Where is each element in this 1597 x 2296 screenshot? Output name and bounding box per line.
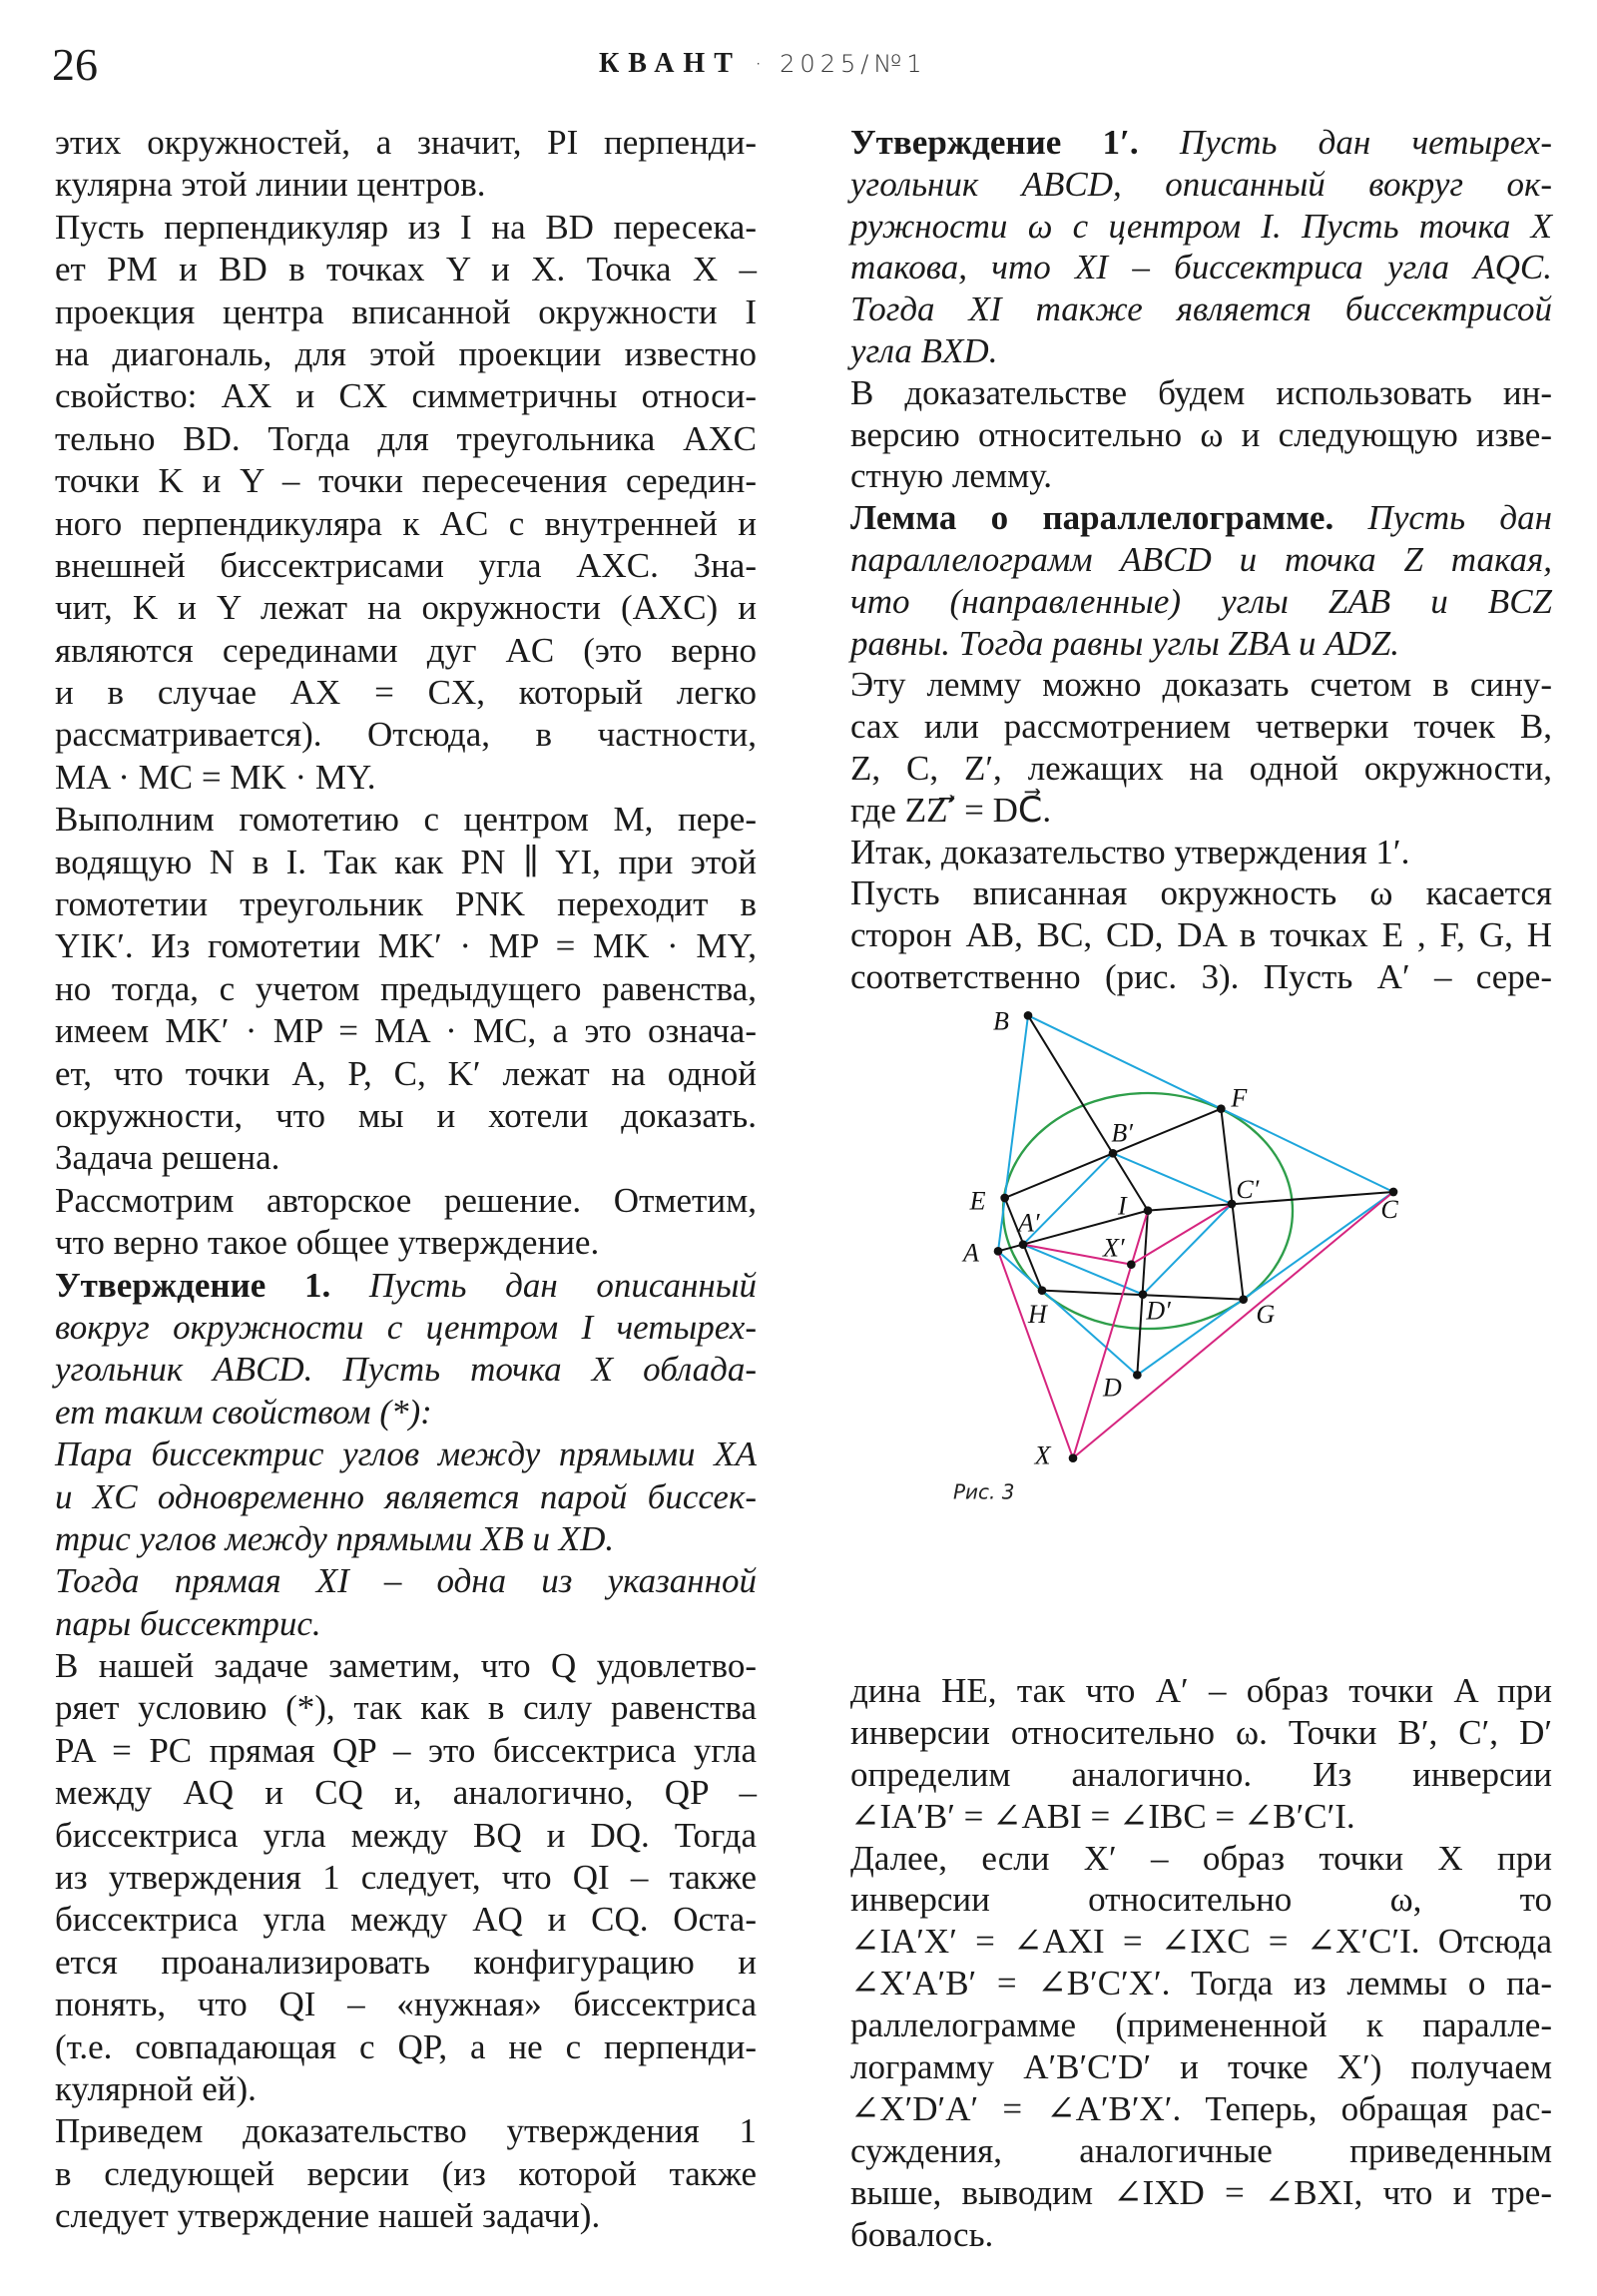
text-line: равны. Тогда равны углы ZBA и ADZ. [850,623,1399,663]
text-line: сторон AB, BC, CD, DA в точках E , F, G, H [850,915,1552,955]
page-number: 26 [52,39,98,90]
text-line: Эту лемму можно доказать счетом в сину- [850,665,1552,705]
label-I: I [1118,1191,1127,1221]
left-column [55,122,757,2238]
text-line: В нашей задаче заметим, что Q удовлетво- [55,1646,757,1686]
text-line: рассматривается). Отсюда, в частности, [55,715,757,755]
text-line: биссектриса угла между BQ и DQ. Тогда [55,1815,757,1855]
text-line: чит, K и Y лежат на окружности (AXC) и [55,588,757,628]
text-line: биссектриса угла между AQ и CQ. Оста- [55,1900,757,1940]
text-line: ∠X′A′B′ = ∠B′C′X′. Тогда из леммы о па- [850,1964,1552,2004]
text-line: сах или рассмотрением четверки точек B, [850,707,1552,747]
text-line: но тогда, с учетом предыдущего равенства, [55,968,757,1008]
figure-caption: Рис. 3 [953,1479,1015,1504]
text-line: что (направленные) углы ZAB и BCZ [850,581,1552,621]
text-line: ет, что точки A, P, C, K′ лежат на одной [55,1053,757,1093]
label-Xp: X′ [1103,1233,1125,1263]
text-line: и XC одновременно является парой биссек- [55,1476,757,1516]
point-I [1144,1206,1153,1215]
text-line: раллелограмме (примененной к паралле- [850,2006,1552,2045]
text-line: ружности ω с центром I. Пусть точка X [850,206,1552,246]
text-line: Пусть перпендикуляр из I на BD пересека- [55,207,757,247]
text-line: окружности, что мы и хотели доказать. [55,1095,757,1135]
text-line: бовалось. [850,2214,994,2254]
right-column-bottom [850,1670,1552,2255]
text-line: где ZZ′⃗ = DC⃗. [850,790,1052,830]
black-segment-I-C [1148,1192,1393,1211]
text-line: имеем MK′ · MP = MA · MC, а это означа- [55,1011,757,1051]
blue-segment-C-D [1137,1192,1393,1375]
text-line: свойство: AX и CX симметричны относи- [55,376,757,416]
text-line: MA · MC = MK · MY. [55,757,376,797]
text-line: определим аналогично. Из инверсии [850,1754,1552,1794]
label-E: E [969,1186,986,1216]
point-Cp [1228,1200,1237,1209]
text-line: Пусть вписанная окружность ω касается [850,873,1552,913]
point-D [1133,1371,1142,1380]
text-line: YIK′. Из гомотетии MK′ · MP = MK · MY, [55,926,757,966]
text-line: вокруг окружности с центром I четырех- [55,1307,757,1347]
label-C: C [1380,1195,1398,1224]
text-line: и в случае AX = CX, который легко [55,673,757,713]
label-X: X [1034,1440,1051,1470]
text-line: ∠IA′B′ = ∠ABI = ∠IBC = ∠B′C′I. [850,1796,1355,1836]
text-line: выше, выводим ∠IXD = ∠BXI, что и тре- [850,2172,1552,2212]
label-A: A [963,1238,979,1268]
text-line: угла BXD. [850,330,998,370]
bold-heading: Утверждение 1′. [850,123,1139,162]
text-line: в следующей версии (из которой также [55,2153,757,2193]
text-line: точки K и Y – точки пересечения середин- [55,461,757,501]
label-Dp: D′ [1146,1296,1171,1326]
text-line: Пара биссектрис углов между прямыми XA [55,1435,757,1474]
text-line: водящую N в I. Так как PN ∥ YI, при этой [55,842,757,881]
text-line: Рассмотрим авторское решение. Отметим, [55,1180,757,1220]
text-line: ного перпендикуляра к AC с внутренней и [55,503,757,543]
text-line: тельно BD. Тогда для треугольника AXC [55,418,757,458]
text-line: из утверждения 1 следует, что QI – также [55,1858,757,1898]
label-F: F [1231,1083,1248,1113]
right-column-top [850,122,1552,998]
text-line: кулярна этой линии центров. [55,165,486,205]
text-line: Тогда XI также является биссектрисой [850,289,1552,329]
point-E [1000,1194,1009,1203]
text-line: этих окружностей, а значит, PI перпенди- [55,123,757,162]
label-Ap: A′ [1018,1208,1040,1238]
text-line: инверсии относительно ω, то [850,1880,1552,1920]
text-line: являются серединами дуг AC (это верно [55,630,757,670]
text-line: что верно такое общее утверждение. [55,1223,600,1263]
text-line: следует утверждение нашей задачи). [55,2196,601,2236]
label-H: H [1028,1300,1047,1329]
text-line: на диагональ, для этой проекции известно [55,333,757,373]
text-line: Тогда прямая XI – одна из указанной [55,1561,757,1601]
text-line: трис углов между прямыми XB и XD. [55,1518,615,1558]
label-D: D [1103,1373,1122,1403]
statement-text: Пусть дан [1333,498,1552,538]
bold-heading: Утверждение 1. [55,1265,331,1305]
text-line: суждения, аналогичные приведенным [850,2130,1552,2170]
text-line: проекция центра вписанной окружности I [55,291,757,331]
point-F [1217,1104,1226,1113]
text-line: (т.е. совпадающая с QP, а не с перпенди- [55,2026,757,2066]
point-B [1024,1011,1033,1020]
text-line: такова, что XI – биссектриса угла AQC. [850,248,1552,287]
text-line: ется проанализировать конфигурацию и [55,1942,757,1982]
text-line: пары биссектрис. [55,1603,321,1643]
text-line: ет PM и BD в точках Y и X. Точка X – [55,250,757,289]
point-Xp [1127,1260,1136,1269]
label-Cp: C′ [1236,1175,1260,1204]
text-line: Z, C, Z′, лежащих на одной окружности, [850,748,1552,788]
text-line: ет таким свойством (*): [55,1392,432,1432]
label-Bp: B′ [1111,1118,1133,1148]
point-H [1038,1286,1047,1295]
text-line: ∠X′D′A′ = ∠A′B′X′. Теперь, обращая рас- [850,2088,1552,2128]
text-line: ряет условию (*), так как в силу равенства [55,1688,757,1728]
bold-heading: Лемма о параллелограмме. [850,498,1334,538]
text-line: угольник ABCD. Пусть точка X облада- [55,1350,757,1390]
figure-3-geometry-diagram [938,998,1437,1637]
text-line: В доказательстве будем использовать ин- [850,372,1552,412]
text-line: инверсии относительно ω. Точки B′, C′, D′ [850,1712,1552,1752]
text-line: PA = PC прямая QP – это биссектриса угла [55,1730,757,1770]
text-line: между AQ и CQ и, аналогично, QP – [55,1773,757,1813]
text-line: Далее, если X′ – образ точки X при [850,1838,1552,1878]
point-Bp [1109,1149,1118,1158]
label-G: G [1256,1300,1276,1329]
point-A [994,1247,1003,1256]
text-line: понять, что QI – «нужная» биссектриса [55,1985,757,2024]
statement-text: Пусть дан описанный [330,1265,757,1305]
text-line [850,122,1552,164]
magazine-title: КВАНТ [599,48,742,79]
text-line: гомотетии треугольник PNK переходит в [55,884,757,924]
text-line [850,497,1552,539]
text-line: ∠IA′X′ = ∠AXI = ∠IXC = ∠X′C′I. Отсюда [850,1922,1552,1962]
text-line: дина HE, так что A′ – образ точки A при [850,1671,1552,1710]
point-Ap [1019,1240,1028,1249]
text-line: соответственно (рис. 3). Пусть A′ – сере- [850,956,1552,996]
text-line: Задача решена. [55,1138,280,1178]
point-X [1069,1453,1078,1462]
text-line: параллелограмм ABCD и точка Z такая, [850,539,1552,579]
label-B: B [993,1006,1009,1036]
running-header [599,48,927,80]
text-line: внешней биссектрисами угла AXC. Зна- [55,545,757,585]
text-line: Выполним гомотетию с центром M, пере- [55,800,757,840]
text-line: версию относительно ω и следующую изве- [850,414,1552,454]
issue-number: · 2025/№1 [754,50,927,78]
text-line: Приведем доказательство утверждения 1 [55,2111,757,2151]
text-line: угольник ABCD, описанный вокруг ок- [850,164,1552,204]
text-line: лограмму A′B′C′D′ и точке X′) получаем [850,2047,1552,2087]
magenta-segment-X-C [1073,1192,1393,1458]
blue-segment-Bp-Cp [1113,1153,1232,1204]
point-G [1239,1295,1248,1304]
text-line [55,1265,757,1307]
text-line: кулярной ей). [55,2068,257,2108]
statement-text: Пусть дан четырех- [1138,123,1552,162]
magenta-segment-X-A [998,1251,1073,1457]
text-line: стную лемму. [850,456,1053,496]
text-line: Итак, доказательство утверждения 1′. [850,832,1410,871]
